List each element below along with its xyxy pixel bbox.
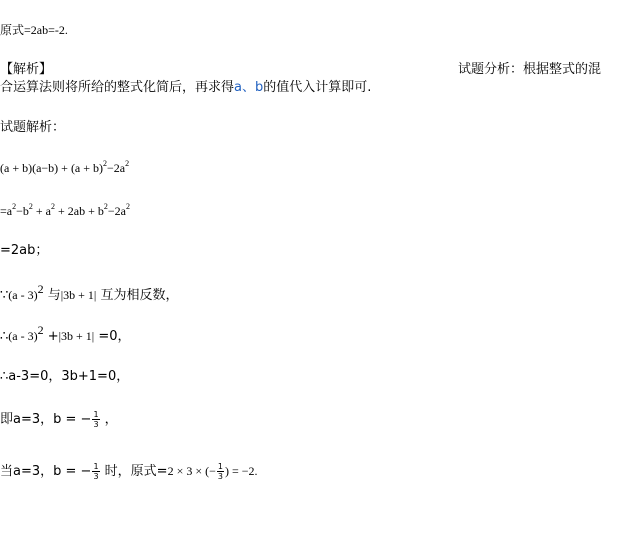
expr1-part: −2a (107, 161, 126, 175)
final-prefix: 当a=3，b = − (0, 464, 92, 479)
jiexi-header: 【解析】 (0, 62, 53, 77)
expr2-part: + 2ab + b (54, 204, 104, 218)
absolute-value: |3b + 1| (58, 329, 95, 343)
expr2-part: −2a (107, 204, 126, 218)
analysis-continuation (0, 80, 371, 96)
expression-line-1 (0, 160, 129, 176)
fraction (92, 410, 99, 429)
expr1-exponent: 2 (103, 159, 108, 168)
condition-line-3: ∴a-3=0，3b+1=0， (0, 369, 130, 384)
expr2-part: =a (0, 204, 13, 218)
fraction (92, 462, 99, 481)
connector-text: 与 (43, 288, 61, 303)
expr2-part: −b (16, 204, 29, 218)
expr2-exponent: 2 (50, 202, 55, 211)
expr1-part: (a + b)(a−b) + (a + b) (0, 161, 104, 175)
absolute-value: |3b + 1| (60, 288, 97, 302)
top-answer-line: 原式=2ab=-2. (0, 23, 68, 37)
expr2-exponent: 2 (12, 202, 17, 211)
expr2-exponent: 2 (103, 202, 108, 211)
condition-line-1 (0, 282, 179, 304)
analysis-text-a: 合运算法则将所给的整式化简后，再求得 (0, 80, 235, 95)
analysis-ab-vars: a、b (234, 80, 264, 95)
square-base: (a - 3) (8, 288, 38, 302)
plus-sign: + (43, 329, 59, 344)
condition-tail: =0， (94, 329, 131, 344)
final-result: ) = −2. (224, 464, 258, 478)
expr1-exponent: 2 (125, 159, 130, 168)
analysis-text-b: 的值代入计算即可. (263, 80, 372, 95)
expression-line-3: =2ab； (0, 243, 49, 258)
square-exponent: 2 (37, 282, 44, 296)
fraction-numerator: 1 (93, 410, 99, 419)
fraction-denominator: 3 (93, 420, 99, 429)
result-prefix: 即a=3，b = − (0, 412, 92, 427)
expr2-exponent: 2 (28, 202, 33, 211)
final-line (0, 462, 258, 481)
square-base: (a - 3) (8, 329, 38, 343)
condition-line-2 (0, 323, 131, 345)
expr2-part: + a (32, 204, 51, 218)
final-mid-text: 时，原式= (100, 464, 168, 479)
solution-header: 试题解析： (0, 120, 66, 135)
analysis-label: 试题分析：根据整式的混 (458, 62, 602, 77)
condition-tail: 互为相反数， (96, 288, 179, 303)
fraction-denominator: 3 (93, 472, 99, 481)
result-line (0, 410, 118, 429)
expr2-exponent: 2 (125, 202, 130, 211)
final-calculation: 2 × 3 × (− (167, 464, 216, 478)
fraction (217, 462, 224, 481)
fraction-denominator: 3 (217, 472, 223, 481)
fraction-numerator: 1 (93, 462, 99, 471)
square-exponent: 2 (37, 323, 44, 337)
result-suffix: ， (100, 412, 118, 427)
fraction-numerator: 1 (217, 462, 223, 471)
expression-line-2 (0, 203, 130, 219)
because-symbol: ∵ (0, 288, 9, 303)
therefore-symbol: ∴ (0, 329, 9, 344)
